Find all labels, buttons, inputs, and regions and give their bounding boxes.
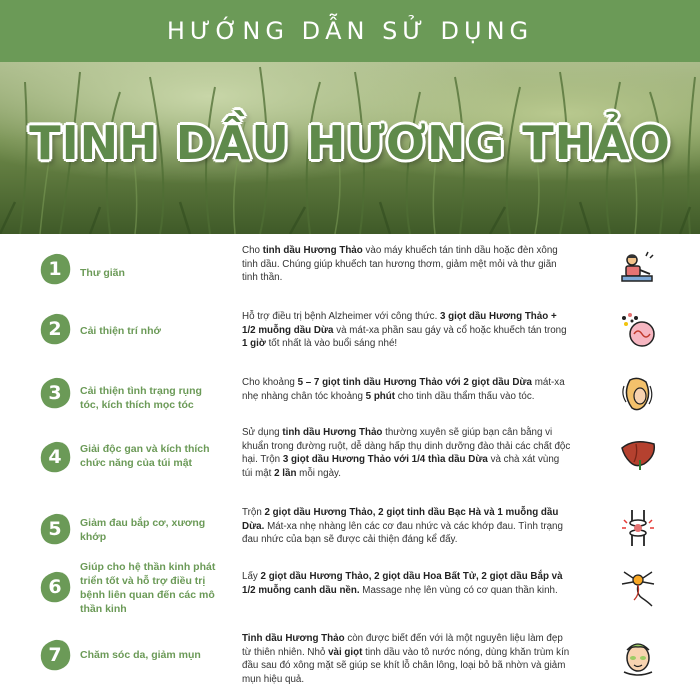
description-text: Mát-xa nhẹ nhàng lên các cơ đau nhức và các khớp đau. Tình trạng đau nhức của bạn sẽ được cải thiện đáng kể đấy.: [242, 520, 563, 546]
step-number-badge: [38, 440, 72, 474]
usage-description: [242, 570, 572, 597]
step-number: 5: [48, 518, 62, 540]
step-number: 6: [48, 576, 62, 598]
step-number-badge: [38, 252, 72, 286]
description-highlight: 5 phút: [365, 390, 396, 402]
usage-label: Giúp cho hệ thần kinh phát triển tốt và hỗ trợ điều trị bệnh liên quan đến các mô thần kinh: [80, 561, 216, 615]
step-number-badge: [38, 512, 72, 546]
description-text: Cho: [242, 245, 263, 256]
description-text: Sử dụng: [242, 427, 283, 438]
usage-description: [242, 244, 572, 285]
description-highlight: 3 giọt dầu Hương Thảo với 1/4 thìa dầu Dừa: [282, 454, 488, 466]
description-text: tinh dầu vào tô nước nóng, dùng khăn trùm kín đầu sau đó xông mặt sẽ giúp se khít lỗ chân lông, loại bỏ bã nhờn và giảm mụn hiệu quả.: [242, 646, 570, 685]
step-number-badge: [38, 376, 72, 410]
usage-description: [242, 376, 572, 403]
usage-list: [0, 236, 700, 700]
description-text: Cho khoảng: [242, 377, 298, 388]
face-mask-skincare-icon: [618, 636, 658, 676]
hero-banner: [0, 62, 700, 234]
usage-description: [242, 426, 572, 480]
step-number-badge: [38, 570, 72, 604]
usage-label: Cải thiện trí nhớ: [80, 325, 161, 337]
usage-label: Giảm đau bắp cơ, xương khớp: [80, 517, 206, 543]
joint-pain-icon: [618, 508, 658, 548]
usage-item: [0, 302, 700, 368]
usage-item: [0, 240, 700, 306]
usage-item: [0, 558, 700, 624]
usage-item: [0, 366, 700, 432]
description-highlight: 3 giọt dầu Hương Thảo + 1/2 muỗng dầu Dừa: [242, 311, 557, 336]
description-text: vào máy khuếch tán tinh dầu hoặc đèn xông tinh dầu. Chúng giúp khuếch tan hương thơm, giảm mệt mỏi và thư giãn tinh thần.: [242, 245, 558, 284]
step-number: 3: [48, 382, 62, 404]
usage-description: [242, 310, 572, 351]
description-text: Hỗ trợ điều trị bệnh Alzheimer với công thức.: [242, 311, 441, 322]
header-band: [0, 0, 700, 62]
usage-label: Cải thiện tình trạng rụng tóc, kích thích mọc tóc: [80, 385, 202, 411]
description-text: Trộn: [242, 507, 265, 518]
hero-title: TINH DẦU HƯƠNG THẢO: [29, 116, 671, 170]
step-number: 4: [48, 446, 62, 468]
description-highlight: tinh dầu Hương Thảo: [282, 427, 383, 438]
brain-memory-icon: [618, 310, 658, 350]
neuron-icon: [618, 568, 658, 608]
step-number: 7: [48, 644, 62, 666]
description-highlight: tinh dầu Hương Thảo: [262, 245, 363, 256]
usage-label: Giải độc gan và kích thích chức năng của túi mật: [80, 443, 210, 469]
description-text: cho tinh dầu thẩm thấu vào tóc.: [395, 390, 535, 402]
hair-growth-icon: [618, 374, 658, 414]
step-number-badge: [38, 312, 72, 346]
description-text: tốt nhất là vào buổi sáng nhé!: [265, 338, 398, 350]
header-title: HƯỚNG DẪN SỬ DỤNG: [166, 17, 534, 45]
description-text: Massage nhẹ lên vùng có cơ quan thần kinh.: [359, 584, 558, 596]
description-highlight: 2 lần: [274, 467, 297, 479]
usage-item: [0, 426, 700, 492]
description-text: mát-xa nhẹ nhàng chân tóc khoảng: [242, 377, 565, 402]
description-highlight: 2 giọt dầu Hương Thảo, 2 giọt tinh dầu Bạc Hà và 1 muỗng dầu Dừa.: [242, 507, 559, 532]
step-number: 2: [48, 318, 62, 340]
description-text: Lấy: [242, 571, 261, 582]
description-text: và mát-xa phần sau gáy và cổ hoặc khuếch tán trong: [333, 324, 567, 336]
description-text: mỗi ngày.: [296, 467, 341, 479]
aroma-diffuser-relax-icon: [618, 248, 658, 288]
description-highlight: 5 – 7 giọt tinh dầu Hương Thảo với 2 giọt dầu Dừa: [297, 377, 532, 388]
step-number: 1: [48, 258, 62, 280]
liver-icon: [618, 434, 658, 474]
description-highlight: 1 giờ: [242, 338, 266, 350]
usage-description: [242, 632, 572, 686]
description-text: còn được biết đến với là một nguyên liệu làm đẹp từ thiên nhiên. Nhỏ: [242, 633, 563, 658]
description-highlight: vài giọt: [328, 646, 363, 658]
usage-label: Chăm sóc da, giảm mụn: [80, 649, 201, 661]
usage-item: [0, 498, 700, 564]
usage-item: [0, 628, 700, 694]
description-text: và chà xát vùng túi mật: [242, 454, 560, 479]
description-highlight: 2 giọt dầu Hương Thảo, 2 giọt dầu Hoa Bất Tử, 2 giọt dầu Bắp và 1/2 muỗng canh dầu nền.: [242, 571, 563, 596]
description-text: thường xuyên sẽ giúp bạn cân bằng vi khuẩn trong đường ruột, dễ dàng hấp thụ dinh dưỡng đào thải các chất độc hại. Trộn: [242, 427, 571, 466]
step-number-badge: [38, 638, 72, 672]
usage-label: Thư giãn: [80, 267, 125, 279]
usage-description: [242, 506, 572, 547]
description-highlight: Tinh dầu Hương Thảo: [242, 633, 345, 644]
